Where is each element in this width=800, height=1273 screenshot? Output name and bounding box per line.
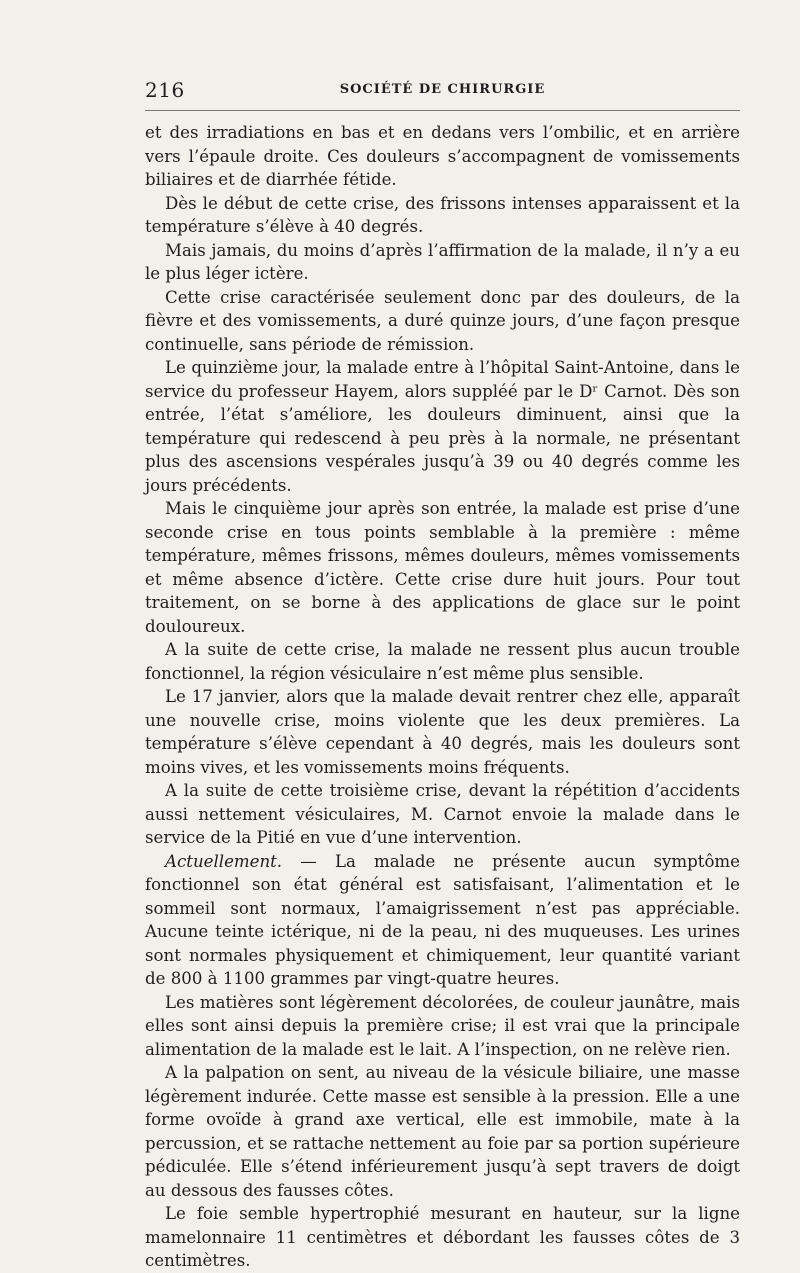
running-title: SOCIÉTÉ DE CHIRURGIE [339, 82, 546, 97]
paragraph: Dès le début de cette crise, des frissons intenses apparaissent et la température s’élève à 40 degrés. [145, 193, 740, 236]
paragraph-continuation: et des irradiations en bas et en dedans vers l’ombilic, et en arrière vers l’épaule droite. Ces douleurs s’accompagnent de vomissements biliaires et de diarrhée fétide. [145, 123, 740, 189]
paragraph: A la suite de cette crise, la malade ne ressent plus aucun trouble fonctionnel, la région vésiculaire n’est même plus sensible. [145, 640, 740, 683]
paragraph: A la palpation on sent, au niveau de la vésicule biliaire, une masse légèrement indurée. Cette masse est sensible à la pression. Elle a une forme ovoïde à grand axe vertical, elle est immobile, mate à la percussion, et se rattache nettement au foie par sa portion supérieure pédiculée. Elle s’étend inférieurement jusqu’à sept travers de doigt au dessous des fausses côtes. [145, 1063, 740, 1200]
paragraph: A la suite de cette troisième crise, devant la répétition d’accidents aussi nettement vésiculaires, M. Carnot envoie la malade dans le service de la Pitié en vue d’une intervention. [145, 781, 740, 847]
paragraph: Les matières sont légèrement décolorées, de couleur jaunâtre, mais elles sont ainsi depuis la première crise; il est vrai que la principale alimentation de la malade est le lait. A l’inspection, on ne relève rien. [145, 992, 740, 1059]
paragraph: Mais jamais, du moins d’après l’affirmation de la malade, il n’y a eu le plus léger ictère. [145, 240, 740, 283]
paragraph: Le foie semble hypertrophié mesurant en hauteur, sur la ligne mamelonnaire 11 centimètres et débordant les fausses côtes de 3 centimètres. [145, 1204, 740, 1270]
section-lead: Actuellement. [165, 851, 283, 871]
body-text [145, 121, 740, 1273]
paragraph: Le quinzième jour, la malade entre à l’hôpital Saint-Antoine, dans le service du professeur Hayem, alors suppléé par le Dʳ Carnot. Dès son entrée, l’état s’améliore, les douleurs diminuent, ainsi que la température qui redescend à peu près à la normale, ne présentant plus des ascensions vespérales jusqu’à 39 ou 40 degrés comme les jours précédents. [145, 358, 740, 495]
section-text: — La malade ne présente aucun symptôme fonctionnel son état général est satisfaisant, l’alimentation et le sommeil sont normaux, l’amaigrissement n’est pas appréciable. Aucune teinte ictérique, ni de la peau, ni des muqueuses. Les urines sont normales physiquement et chimiquement, leur quantité variant de 800 à 1100 grammes par vingt-quatre heures. [145, 851, 740, 988]
page-header [145, 70, 740, 111]
page-number: 216 [145, 78, 185, 102]
paragraph: Cette crise caractérisée seulement donc par des douleurs, de la fièvre et des vomissements, a duré quinze jours, d’une façon presque continuelle, sans période de rémission. [145, 287, 740, 354]
paragraph-actuellement [145, 850, 740, 991]
paragraph: Mais le cinquième jour après son entrée, la malade est prise d’une seconde crise en tous points semblable à la première : même température, mêmes frissons, mêmes douleurs, mêmes vomissements et même absence d’ictère. Cette crise dure huit jours. Pour tout traitement, on se borne à des applications de glace sur le point douloureux. [145, 499, 740, 636]
paragraph: Le 17 janvier, alors que la malade devait rentrer chez elle, apparaît une nouvelle crise, moins violente que les deux premières. La température s’élève cependant à 40 degrés, mais les douleurs sont moins vives, et les vomissements moins fréquents. [145, 687, 740, 777]
